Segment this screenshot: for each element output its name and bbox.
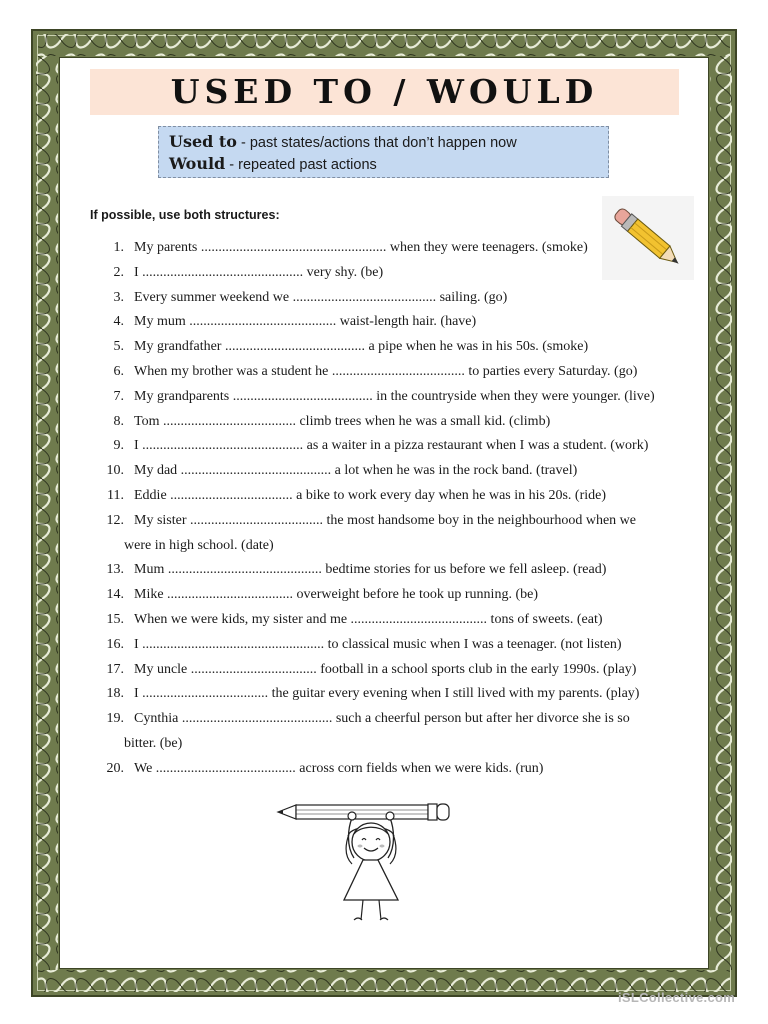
exercise-sentence: Cynthia ........................................... such a cheerful person but after her divorce she is so (134, 711, 630, 727)
exercise-item (90, 459, 670, 484)
girl-with-pencil-illustration (276, 796, 456, 928)
exercise-number: 8. (113, 413, 124, 429)
exercise-number: 7. (113, 388, 124, 404)
definition-used-to (169, 131, 608, 153)
exercise-item (90, 658, 670, 683)
exercise-sentence: We ........................................ across corn fields when we were kids. (run) (134, 760, 544, 776)
definition-term: Used to (169, 132, 237, 151)
exercise-sentence: I .................................................... to classical music when I was a teenager. (not listen) (134, 636, 622, 652)
exercise-item (90, 434, 670, 459)
exercise-item (90, 310, 670, 335)
exercise-sentence: My uncle .................................... football in a school sports club in the early 1990s. (play) (134, 661, 637, 677)
exercise-item (90, 608, 670, 633)
exercise-number: 19. (106, 711, 124, 727)
exercise-item (90, 583, 670, 608)
exercise-item-continuation (90, 732, 670, 757)
exercise-sentence: Mike .................................... overweight before he took up running. (be) (134, 587, 538, 603)
exercise-list (90, 236, 670, 782)
exercise-number: 10. (106, 463, 124, 479)
exercise-number: 13. (106, 562, 124, 578)
exercise-number: 5. (113, 339, 124, 355)
exercise-sentence: Eddie ................................... a bike to work every day when he was in his 20s. (ride) (134, 487, 607, 503)
exercise-sentence: When we were kids, my sister and me ....................................... tons of sweets. (eat) (134, 611, 603, 627)
exercise-sentence: Every summer weekend we ......................................... sailing. (go) (134, 289, 508, 305)
exercise-number: 14. (106, 587, 124, 603)
exercise-item (90, 236, 670, 261)
exercise-item (90, 286, 670, 311)
definition-box (158, 126, 609, 178)
exercise-item (90, 261, 670, 286)
exercise-sentence-continuation: were in high school. (date) (124, 537, 274, 553)
exercise-sentence: My grandfather ........................................ a pipe when he was in his 50s. (smoke) (134, 339, 589, 355)
exercise-item (90, 633, 670, 658)
exercise-sentence: I .............................................. as a waiter in a pizza restaurant when I was a student. (work) (134, 438, 649, 454)
exercise-number: 18. (106, 686, 124, 702)
exercise-sentence-continuation: bitter. (be) (124, 735, 183, 751)
exercise-item-continuation (90, 534, 670, 559)
exercise-number: 2. (113, 264, 124, 280)
exercise-item (90, 385, 670, 410)
exercise-item (90, 410, 670, 435)
exercise-sentence: When my brother was a student he ...................................... to parties every Saturday. (go) (134, 363, 638, 379)
exercise-number: 6. (113, 363, 124, 379)
definition-would (169, 153, 608, 175)
exercise-sentence: I .................................... the guitar every evening when I still lived with my parents. (play) (134, 686, 640, 702)
exercise-item (90, 335, 670, 360)
exercise-number: 16. (106, 636, 124, 652)
instruction-text: If possible, use both structures: (90, 208, 280, 222)
exercise-sentence: My parents ..................................................... when they were teenagers. (smoke) (134, 240, 588, 255)
exercise-number: 1. (113, 240, 124, 255)
exercise-item (90, 558, 670, 583)
definition-term: Would (169, 154, 226, 173)
exercise-sentence: Mum ............................................ bedtime stories for us before we fell asleep. (read) (134, 562, 607, 578)
watermark: iSLCollective.com (618, 990, 736, 1005)
exercise-number: 20. (106, 760, 124, 776)
definition-text: - past states/actions that don’t happen now (236, 135, 517, 151)
exercise-item (90, 509, 670, 534)
exercise-number: 9. (113, 438, 124, 454)
exercise-item (90, 682, 670, 707)
exercise-sentence: My dad ........................................... a lot when he was in the rock band. (travel) (134, 463, 578, 479)
definition-text: - repeated past actions (225, 157, 377, 173)
exercise-sentence: Tom ...................................... climb trees when he was a small kid. (climb) (134, 413, 551, 429)
exercise-number: 12. (106, 512, 124, 528)
worksheet-title: USED TO / WOULD (170, 72, 599, 111)
exercise-number: 4. (113, 314, 124, 330)
exercise-number: 11. (107, 487, 124, 503)
exercise-number: 3. (113, 289, 124, 305)
exercise-sentence: My mum .......................................... waist-length hair. (have) (134, 314, 477, 330)
exercise-number: 15. (106, 611, 124, 627)
exercise-sentence: I .............................................. very shy. (be) (134, 264, 384, 280)
exercise-item (90, 707, 670, 732)
exercise-sentence: My sister ...................................... the most handsome boy in the neighbourhood when we (134, 512, 637, 528)
exercise-sentence: My grandparents ........................................ in the countryside when they were younger. (live) (134, 388, 655, 404)
exercise-item (90, 484, 670, 509)
exercise-item (90, 360, 670, 385)
exercise-number: 17. (106, 661, 124, 677)
exercise-item (90, 757, 670, 782)
